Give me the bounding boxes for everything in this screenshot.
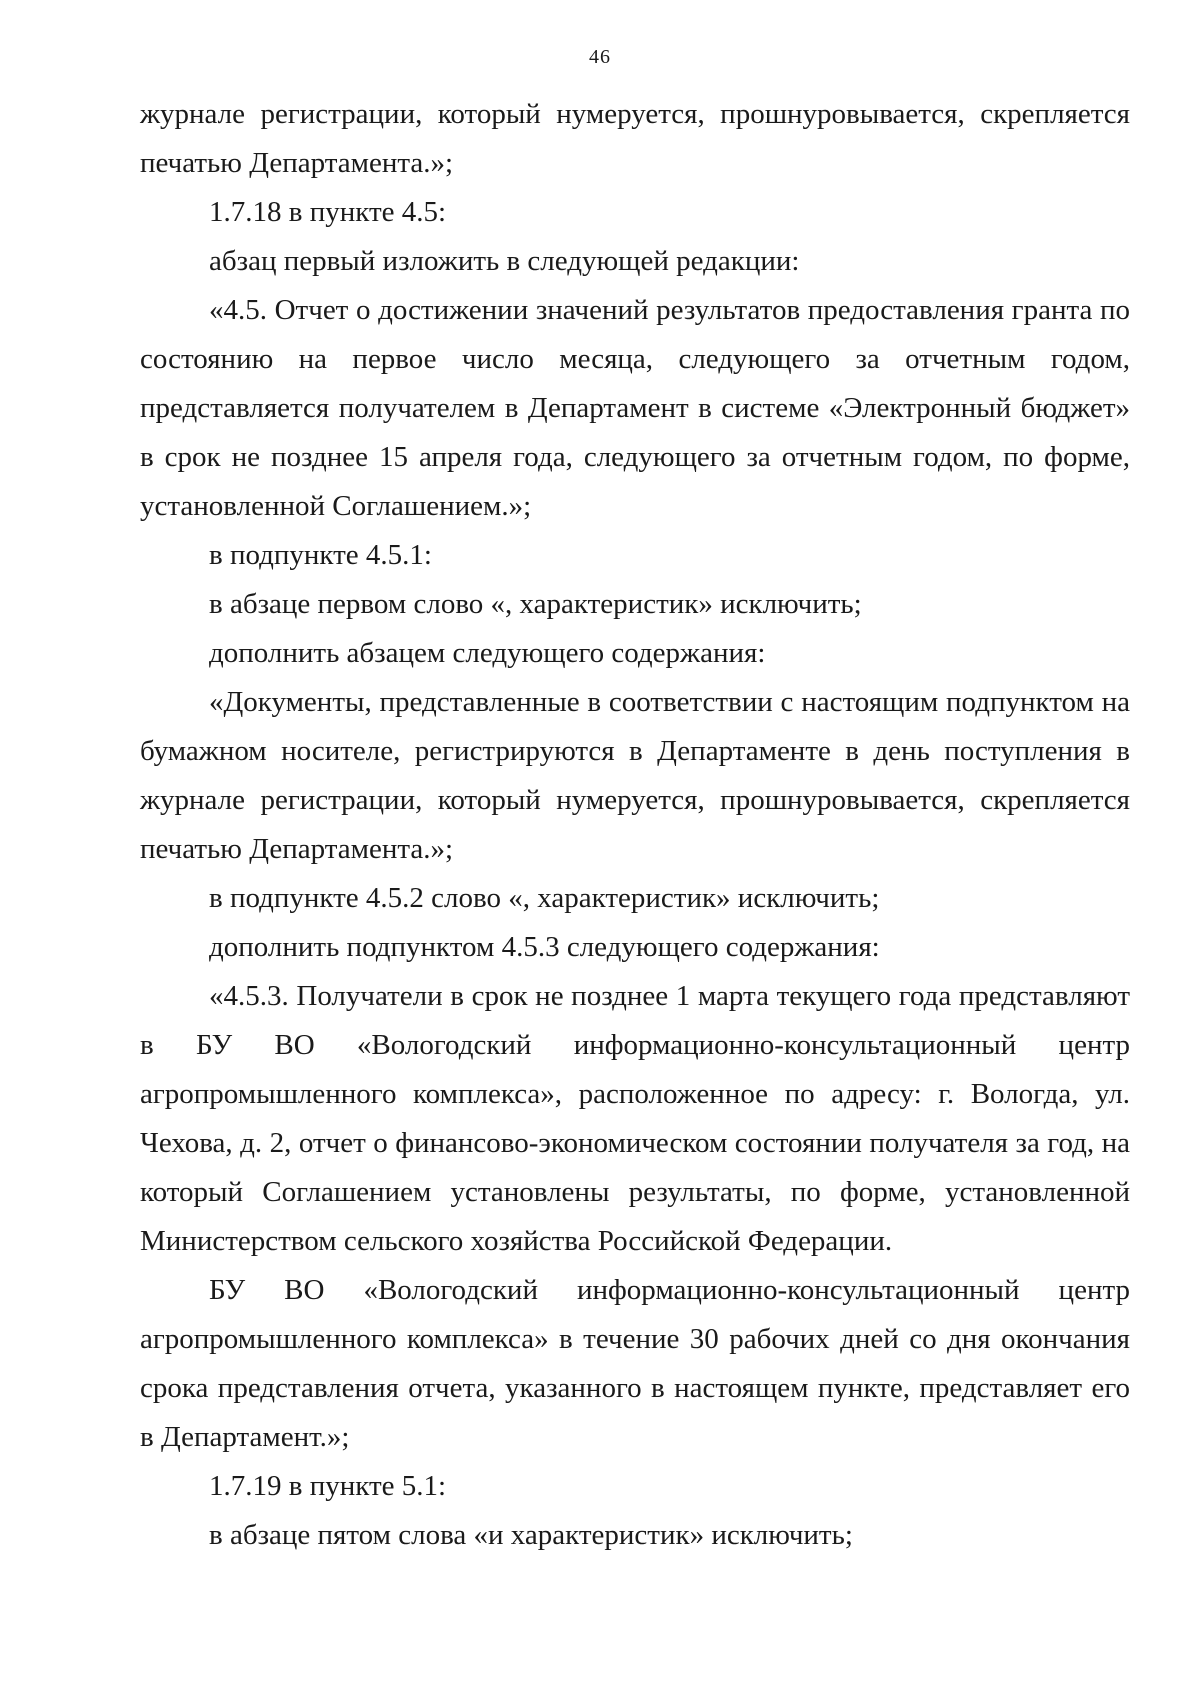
paragraph: журнале регистрации, который нумеруется, прошнуровывается, скрепляется печатью Департамента.»; xyxy=(140,98,1130,179)
paragraph: дополнить абзацем следующего содержания: xyxy=(209,637,766,669)
paragraph: «4.5.3. Получатели в срок не позднее 1 марта текущего года представляют в БУ ВО «Вологодский информационно-консультационный центр агропромышленного комплекса», расположенное по адресу: г. Вологда, ул. Чехова, д. 2, отчет о финансово-экономическом состоянии получателя за год, на который Соглашением установлены результаты, по форме, установленной Министерством сельского хозяйства Российской Федерации. xyxy=(140,980,1130,1257)
paragraph: «Документы, представленные в соответствии с настоящим подпунктом на бумажном носителе, регистрируются в Департаменте в день поступления в журнале регистрации, который нумеруется, прошнуровывается, скрепляется печатью Департамента.»; xyxy=(140,686,1130,865)
paragraph: дополнить подпунктом 4.5.3 следующего содержания: xyxy=(209,931,880,963)
paragraph: БУ ВО «Вологодский информационно-консультационный центр агропромышленного комплекса» в течение 30 рабочих дней со дня окончания срока представления отчета, указанного в настоящем пункте, представляет его в Департамент.»; xyxy=(140,1274,1130,1453)
paragraph: абзац первый изложить в следующей редакции: xyxy=(209,245,800,277)
paragraph: «4.5. Отчет о достижении значений результатов предоставления гранта по состоянию на первое число месяца, следующего за отчетным годом, представляется получателем в Департамент в системе «Электронный бюджет» в срок не позднее 15 апреля года, следующего за отчетным годом, по форме, установленной Соглашением.»; xyxy=(140,294,1130,522)
document-body xyxy=(140,90,1130,1560)
page-number: 46 xyxy=(589,46,611,68)
paragraph: в подпункте 4.5.1: xyxy=(209,539,432,571)
paragraph: в абзаце первом слово «, характеристик» исключить; xyxy=(209,588,862,620)
paragraph: 1.7.19 в пункте 5.1: xyxy=(209,1470,447,1502)
paragraph: 1.7.18 в пункте 4.5: xyxy=(209,196,447,228)
paragraph: в абзаце пятом слова «и характеристик» исключить; xyxy=(209,1519,853,1551)
paragraph: в подпункте 4.5.2 слово «, характеристик» исключить; xyxy=(209,882,880,914)
